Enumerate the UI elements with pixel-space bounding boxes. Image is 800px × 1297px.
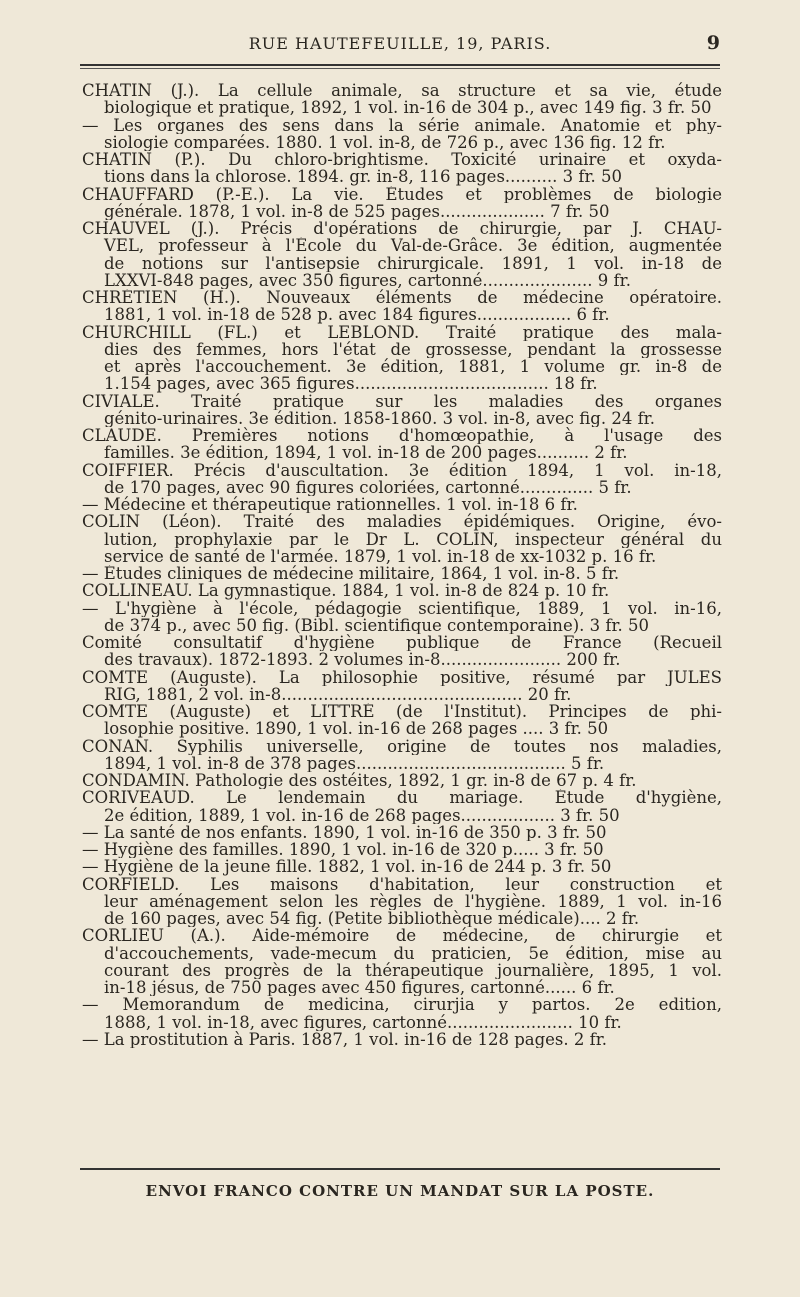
- catalogue-line: d'accouchements, vade-mecum du praticien, 5e édition, mise au: [104, 944, 722, 962]
- catalogue-line: — Memorandum de medicina, cirurjia y partos. 2e edition,: [82, 996, 722, 1014]
- catalogue-line: — Médecine et thérapeutique rationnelles. 1 vol. in-18 6 fr.: [82, 496, 578, 514]
- catalogue-line: — Études cliniques de médecine militaire, 1864, 1 vol. in-8. 5 fr.: [82, 565, 620, 583]
- catalogue-line: CHAUFFARD (P.-E.). La vie. Études et problèmes de biologie: [82, 185, 722, 203]
- catalogue-line: lution, prophylaxie par le Dr L. COLIN, inspecteur général du: [104, 530, 722, 548]
- catalogue-line: CHURCHILL (FL.) et LEBLOND. Traité pratique des mala-: [82, 323, 722, 341]
- catalogue-line: 1888, 1 vol. in-18, avec figures, cartonné........................ 10 fr.: [104, 1013, 622, 1031]
- catalogue-entries: [82, 82, 722, 1048]
- catalogue-line: COIFFIER. Précis d'auscultation. 3e édition 1894, 1 vol. in-18,: [82, 461, 722, 479]
- catalogue-line: de 374 p., avec 50 fig. (Bibl. scientifique contemporaine). 3 fr. 50: [104, 616, 650, 634]
- catalogue-line: — La santé de nos enfants. 1890, 1 vol. in-16 de 350 p. 3 fr. 50: [82, 823, 607, 841]
- catalogue-line: générale. 1878, 1 vol. in-8 de 525 pages.................... 7 fr. 50: [104, 202, 610, 220]
- header-rule-thin: [80, 68, 720, 69]
- catalogue-line: CLAUDE. Premières notions d'homœopathie, à l'usage des: [82, 427, 722, 445]
- catalogue-line: CHAUVEL (J.). Précis d'opérations de chirurgie, par J. CHAU-: [82, 220, 722, 238]
- catalogue-line: de 170 pages, avec 90 figures coloriées, cartonné.............. 5 fr.: [104, 478, 632, 496]
- catalogue-line: CHATIN (P.). Du chloro-brightisme. Toxicité urinaire et oxyda-: [82, 151, 722, 169]
- catalogue-line: COLLINEAU. La gymnastique. 1884, 1 vol. in-8 de 824 p. 10 fr.: [82, 582, 610, 600]
- catalogue-line: CIVIALE. Traité pratique sur les maladies des organes: [82, 392, 722, 410]
- header-rule: [80, 64, 720, 66]
- catalogue-line: COMTE (Auguste) et LITTRÉ (de l'Institut). Principes de phi-: [82, 703, 722, 721]
- catalogue-line: in-18 jésus, de 750 pages avec 450 figures, cartonné...... 6 fr.: [104, 979, 615, 997]
- footer-rule: [80, 1168, 720, 1170]
- catalogue-line: leur aménagement selon les règles de l'hygiène. 1889, 1 vol. in-16: [104, 892, 722, 910]
- running-title: RUE HAUTEFEUILLE, 19, PARIS.: [248, 34, 552, 53]
- catalogue-line: losophie positive. 1890, 1 vol. in-16 de 268 pages .... 3 fr. 50: [104, 720, 609, 738]
- catalogue-line: COMTE (Auguste). La philosophie positive, résumé par JULES: [82, 668, 722, 686]
- catalogue-line: LXXVI-848 pages, avec 350 figures, cartonné..................... 9 fr.: [104, 271, 631, 289]
- catalogue-line: — La prostitution à Paris. 1887, 1 vol. in-16 de 128 pages. 2 fr.: [82, 1030, 608, 1048]
- catalogue-line: familles. 3e édition, 1894, 1 vol. in-18 de 200 pages.......... 2 fr.: [104, 444, 628, 462]
- catalogue-line: — Hygiène de la jeune fille. 1882, 1 vol. in-16 de 244 p. 3 fr. 50: [82, 858, 612, 876]
- footer-notice: ENVOI FRANCO CONTRE UN MANDAT SUR LA POSTE.: [145, 1182, 655, 1200]
- catalogue-line: biologique et pratique, 1892, 1 vol. in-16 de 304 p., avec 149 fig. 3 fr. 50: [104, 99, 712, 117]
- catalogue-line: VEL, professeur à l'École du Val-de-Grâce. 3e édition, augmentée: [104, 237, 722, 255]
- catalogue-line: RIG, 1881, 2 vol. in-8.............................................. 20 fr.: [104, 685, 572, 703]
- catalogue-line: 1894, 1 vol. in-8 de 378 pages........................................ 5 fr.: [104, 754, 605, 772]
- catalogue-line: CONDAMIN. Pathologie des ostéites, 1892, 1 gr. in-8 de 67 p. 4 fr.: [82, 772, 637, 790]
- page-header: [80, 34, 720, 60]
- catalogue-line: 1.154 pages, avec 365 figures..................................... 18 fr.: [104, 375, 598, 393]
- catalogue-line: CHATIN (J.). La cellule animale, sa structure et sa vie, étude: [82, 82, 722, 100]
- catalogue-line: 1881, 1 vol. in-18 de 528 p. avec 184 figures.................. 6 fr.: [104, 306, 610, 324]
- catalogue-line: dies des femmes, hors l'état de grossesse, pendant la grossesse: [104, 340, 722, 358]
- catalogue-line: de 160 pages, avec 54 fig. (Petite bibliothèque médicale).... 2 fr.: [104, 910, 640, 928]
- catalogue-line: tions dans la chlorose. 1894. gr. in-8, 116 pages.......... 3 fr. 50: [104, 168, 623, 186]
- catalogue-line: siologie comparées. 1880. 1 vol. in-8, de 726 p., avec 136 fig. 12 fr.: [104, 133, 666, 151]
- catalogue-line: CORLIEU (A.). Aide-mémoire de médecine, de chirurgie et: [82, 927, 722, 945]
- page-number: 9: [706, 32, 720, 54]
- catalogue-line: — Hygiène des familles. 1890, 1 vol. in-16 de 320 p..... 3 fr. 50: [82, 841, 604, 859]
- catalogue-line: Comité consultatif d'hygiène publique de France (Recueil: [82, 634, 722, 652]
- catalogue-line: et après l'accouchement. 3e édition, 1881, 1 volume gr. in-8 de: [104, 358, 722, 376]
- catalogue-line: — L'hygiène à l'école, pédagogie scientifique, 1889, 1 vol. in-16,: [82, 599, 722, 617]
- catalogue-line: CORIVEAUD. Le lendemain du mariage. Étude d'hygiène,: [82, 789, 722, 807]
- catalogue-line: CORFIELD. Les maisons d'habitation, leur construction et: [82, 875, 722, 893]
- catalogue-line: CONAN. Syphilis universelle, origine de toutes nos maladies,: [82, 737, 722, 755]
- catalogue-line: — Les organes des sens dans la série animale. Anatomie et phy-: [82, 116, 722, 134]
- catalogue-line: 2e édition, 1889, 1 vol. in-16 de 268 pages.................. 3 fr. 50: [104, 806, 620, 824]
- catalogue-line: service de santé de l'armée. 1879, 1 vol. in-18 de xx-1032 p. 16 fr.: [104, 547, 657, 565]
- catalogue-line: de notions sur l'antisepsie chirurgicale. 1891, 1 vol. in-18 de: [104, 254, 722, 272]
- catalogue-line: CHRÉTIEN (H.). Nouveaux éléments de médecine opératoire.: [82, 289, 722, 307]
- catalogue-line: génito-urinaires. 3e édition. 1858-1860. 3 vol. in-8, avec fig. 24 fr.: [104, 409, 655, 427]
- catalogue-line: courant des progrès de la thérapeutique journalière, 1895, 1 vol.: [104, 961, 722, 979]
- catalogue-line: COLIN (Léon). Traité des maladies épidémiques. Origine, évo-: [82, 513, 722, 531]
- catalogue-line: des travaux). 1872-1893. 2 volumes in-8....................... 200 fr.: [104, 651, 621, 669]
